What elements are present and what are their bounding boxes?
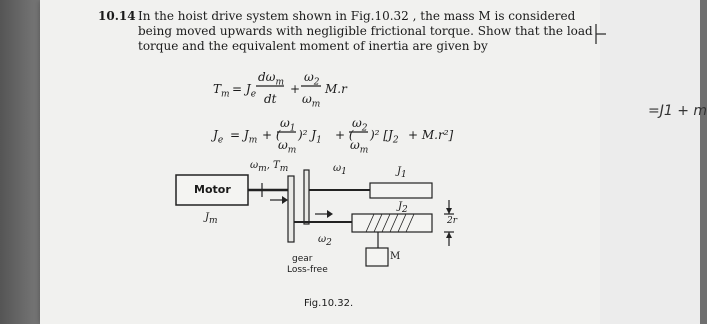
loss-free-label: Loss-free <box>287 265 328 275</box>
j1-drum <box>370 183 432 198</box>
omega-2-label: $\omega_2$ <box>318 234 332 248</box>
figure-caption: Fig.10.32. <box>304 298 354 309</box>
problem-line-1: In the hoist drive system shown in Fig.10.32 , the mass M is considered <box>138 9 576 23</box>
omega-1-label: $\omega_1$ <box>333 163 347 177</box>
j1-label: $J_1$ <box>397 166 407 180</box>
problem-line-3: torque and the equivalent moment of inertia are given by <box>138 39 488 53</box>
j2-label: $J_2$ <box>398 201 408 215</box>
problem-number: 10.14 <box>98 9 136 23</box>
gear-label: gear <box>292 254 313 264</box>
handwritten-mark <box>620 24 621 25</box>
motor-label: Motor <box>194 183 231 196</box>
problem-line-2: being moved upwards with negligible frictional torque. Show that the load <box>138 24 593 38</box>
mass-box <box>366 248 388 266</box>
handwritten-note: =J1 + m <box>648 103 707 119</box>
two-r-label: 2r <box>447 216 458 226</box>
j2-drum <box>352 214 432 232</box>
jm-label: $J_m$ <box>205 212 218 226</box>
mass-label: M <box>390 251 401 262</box>
omega-m-tm-label: $\omega_m$, $T_m$ <box>250 160 289 174</box>
